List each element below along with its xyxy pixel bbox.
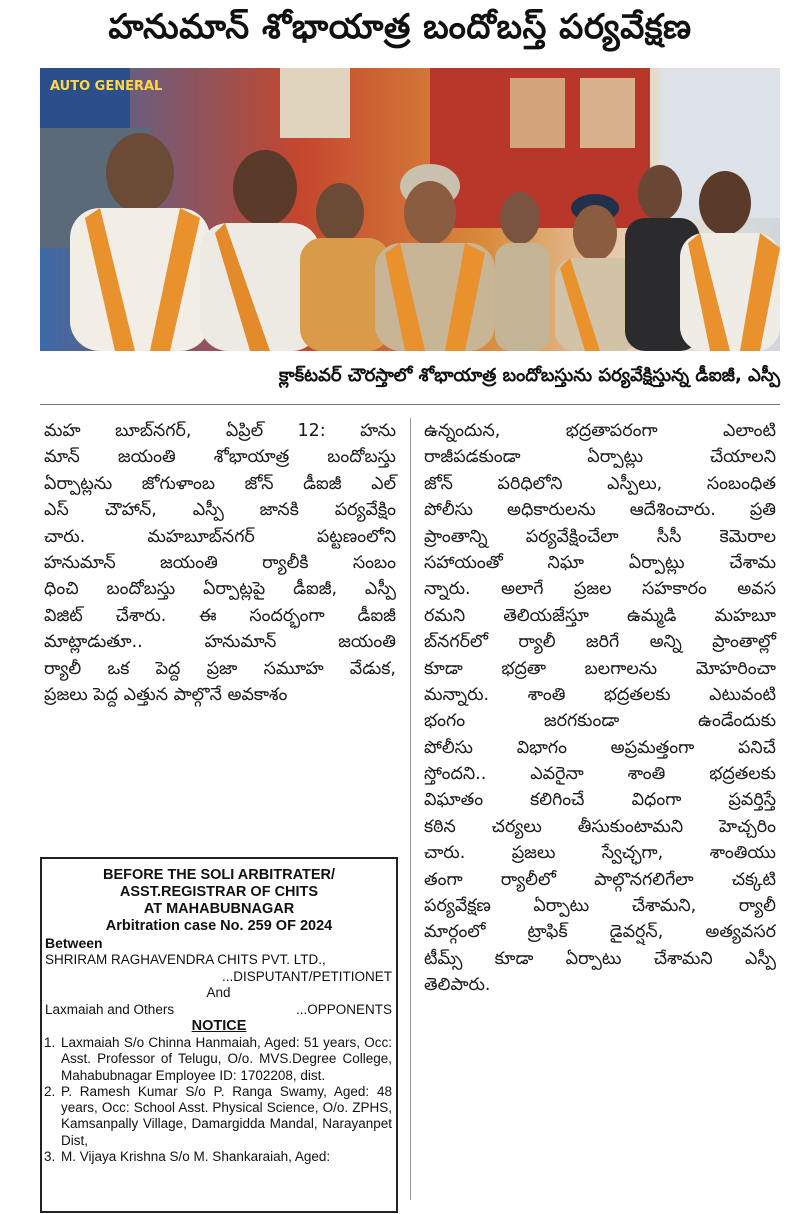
article-word: ఏర్పాట్లపై [202,579,266,600]
article-line [424,735,776,761]
article-word: జయంతి [338,632,396,653]
article-word: ప్రతి [749,500,776,521]
article-line [424,603,776,629]
headline: హనుమాన్ శోభాయాత్ర బందోబస్త్ పర్యవేక్షణ [108,7,692,47]
article-word: భంగం [424,711,466,732]
article-word: తెలియజేస్తూ [503,605,589,626]
article-word: పర్యవేక్షించేలా [525,526,619,547]
article-word: ర్యాలీ [44,658,82,679]
article-word: బందోబస్తు [106,579,176,600]
article-word: మన్నారు. [424,684,490,705]
article-word: చారు. [424,843,466,864]
article-word: జోగుళాంబ [141,473,216,494]
article-word: ఏర్పాట్లు [587,447,644,468]
article-word: ఉండేందుకు [698,711,776,732]
article-word: విజిట్ [44,605,83,626]
article-word: కెమెరాల [719,526,776,547]
article-column-right [424,418,776,999]
article-word: ఎవరైనా [530,764,584,785]
photo-illustration [40,68,780,351]
article-word: సీసీ [656,526,682,547]
article-word: ఎస్పీలు, [607,473,663,494]
article-word: కఠిన [424,816,456,837]
article-word: పర్యవేక్షిం [334,500,396,521]
article-word: పరిధిలోని [497,473,563,494]
article-line [424,497,776,523]
article-word: జోన్ [244,473,274,494]
article-word: ఎస్పీ [744,948,776,969]
article-word: ప్రజా [206,658,238,679]
article-word: శాంతి [627,764,666,785]
banner-text: AUTO GENERAL [50,79,163,94]
news-photo [40,68,780,351]
notice-case-number: Arbitration case No. 259 OF 2024 [105,918,333,934]
article-word: కూడా [494,948,534,969]
article-word: రమని [424,605,466,626]
article-word: రాజీపడకుండా [424,447,521,468]
article-word: ఆదేశించారు. [629,500,716,521]
notice-respondents: Laxmaiah and Others [45,1001,175,1017]
article-line [44,418,396,444]
article-word: చేశామ [729,552,776,573]
article-word: టీమ్స్ [424,948,463,969]
article-word: ఎస్పీ [364,579,396,600]
article-word: పోలీసు [424,737,473,758]
article-word: బందోబస్తు [327,447,396,468]
article-word: శాంతియు [709,843,776,864]
notice-petitioner: SHRIRAM RAGHAVENDRA CHITS PVT. LTD., [45,952,326,967]
article-word: చేశామని [653,948,713,969]
article-word: పోలీసు [424,500,473,521]
article-word: చర్యలు [491,816,542,837]
article-word: మోహరించా [695,658,776,679]
article-word: హను [360,421,396,441]
notice-title: NOTICE [191,1018,247,1034]
notice-heading-1: BEFORE THE SOLI ARBITRATER/ [103,867,335,883]
article-line [424,946,776,972]
article-word: ఈ [199,605,217,626]
article-word: ఒక [107,658,130,679]
article-word: హనుమాన్ [44,552,116,573]
article-line [424,629,776,655]
article-word: చేశామని, [631,896,697,917]
article-column-left [44,418,396,708]
article-word: విధంగా [631,790,682,811]
article-line [424,576,776,602]
article-line [424,471,776,497]
article-word: పెద్ద [155,658,181,679]
article-word: సంబంధిత [706,473,776,494]
article-word: సహకారం [641,579,707,600]
article-word: చౌహాన్, [104,500,157,521]
article-word: మార్గంలో [424,922,486,943]
article-word: సంబం [352,552,396,573]
notice-heading-3: AT MAHABUBNAGAR [143,901,295,917]
article-line [424,893,776,919]
article-word: అలాగే [500,579,544,600]
article-word: ఉమ్మడి [626,605,677,626]
article-word: శోభాయాత్ర [213,447,290,468]
article-word: ఎటువంటి [709,684,776,705]
article-word: బ్‌నగర్‌లో [424,632,488,653]
article-line [424,814,776,840]
article-word: బలగాలను [584,658,658,679]
caption-rule [40,404,780,405]
article-line [424,682,776,708]
article-word: భద్రతలకు [709,764,776,785]
article-word: ఏప్రిల్ [225,421,264,441]
article-word: కలిగించే [530,790,585,811]
article-word: ఎలాంటి [723,421,776,441]
article-line [424,919,776,945]
article-word: చేశారు. [115,605,167,626]
article-line [44,550,396,576]
article-word: డీఐజీ [303,473,342,494]
notice-respondents-row [42,1002,396,1019]
article-line [44,444,396,470]
article-word: సందర్భంగా [249,605,325,626]
column-divider [410,418,411,1200]
article-word: ప్రజల [573,579,612,600]
article-word: 12: [297,421,326,441]
article-word: మాన్ [44,447,80,468]
article-word: ధించి [44,579,79,600]
article-word: అన్ని [649,632,682,653]
article-word: ప్రజలు [511,843,556,864]
article-word: బూబ్‌నగర్, [115,421,192,441]
article-word: అధికారులను [506,500,596,521]
article-word: పర్యవేక్షణ [424,896,491,917]
notice-between: Between [45,935,103,951]
article-line [424,840,776,866]
article-word: పాల్గొనగలిగేలా [594,869,694,890]
article-word: మహ [44,421,81,441]
article-word: నిఘా [547,552,584,573]
article-word: చేయాలని [709,447,776,468]
article-word: డీఐజీ [357,605,396,626]
article-word: ర్యాలీ [518,632,556,653]
photo-caption: క్లాక్‌టవర్ చౌరస్తాలో శోభాయాత్ర బందోబస్తును పర్యవేక్షిస్తున్న డీఐజీ, ఎస్పీ [279,364,780,386]
notice-item: 2. P. Ramesh Kumar S/o P. Ranga Swamy, Aged: 48 years, Occ: School Asst. Physical Science, O/o. ZPHS, Kamsanpally Village, Damargidda Mandal, Narayanpet Dist, [59,1084,392,1149]
article-line [44,497,396,523]
article-line [44,471,396,497]
article-word: డైవర్షన్, [609,922,664,943]
notice-list [42,1035,396,1165]
article-word: భద్రతలకు [603,684,671,705]
notice-item: 1. Laxmaiah S/o Chinna Hanmaiah, Aged: 51 years, Occ: Asst. Professor of Telugu, O/o. MVS.Degree College, Mahabubnagar Employee ID: 1702208, dist. [59,1035,392,1084]
article-word: హనుమాన్ [204,632,277,653]
article-line [424,418,776,444]
article-word: న్నారు. [424,579,471,600]
article-word: మహబూ [714,605,776,626]
notice-item: 3. M. Vijaya Krishna S/o M. Shankaraiah, Aged: [59,1149,392,1165]
article-line [424,708,776,734]
article-line [44,629,396,655]
article-word: ఏర్పాటు [565,948,622,969]
article-word: పనిచే [737,737,776,758]
article-word: విభాగం [516,737,567,758]
article-word: ఎస్ [44,500,69,521]
legal-notice [40,857,398,1213]
article-word: సమూహ [263,658,324,679]
article-line [424,550,776,576]
article-word: ఏర్పాటు [533,896,590,917]
article-line [424,761,776,787]
article-line [44,656,396,682]
article-word: స్వేచ్ఛగా, [601,843,664,864]
article-line [424,787,776,813]
article-word: జయంతి [159,552,218,573]
article-word: ర్యాలీలో [500,869,556,890]
article-word: జరగకుండా [543,711,620,732]
article-word: ప్రవర్తిస్తే [728,790,776,811]
article-word: జరిగే [585,632,620,653]
article-word: ర్యాలీ [738,896,776,917]
article-word: భద్రతా [501,658,546,679]
notice-respondents-role: ...OPPONENTS [295,1001,392,1017]
article-word: సహాయంతో [424,552,503,573]
article-word: శాంతి [527,684,566,705]
article-word: మహబూబ్‌నగర్ [147,526,255,547]
notice-heading-2: ASST.REGISTRAR OF CHITS [119,884,319,900]
article-word: జానకి [259,500,299,521]
article-line [44,524,396,550]
article-word: ఎల్ [371,473,396,494]
article-word: ర్యాలీకి [262,552,309,573]
article-word: ఉన్నందున, [424,421,501,441]
article-word: డీఐజీ, [293,579,338,600]
notice-and: And [206,985,231,1000]
article-word: విఘాతం [424,790,484,811]
article-word: తీసుకుంటామని [577,816,684,837]
article-word: వేడుక, [349,658,396,679]
article-word: చారు. [44,526,86,547]
article-word: జయంతి [117,447,176,468]
article-word: అప్రమత్తంగా [610,737,695,758]
notice-petitioner-role: ...DISPUTANT/PETITIONET [221,968,392,984]
article-word: చక్కటి [731,869,776,890]
article-line [424,524,776,550]
article-word: ప్రాంతాన్ని [424,526,488,547]
article-word: అత్యవసర [705,922,776,943]
article-line: ప్రజలు పెద్ద ఎత్తున పాల్గొనే అవకాశం [44,684,288,705]
article-line: తెలిపారు. [424,975,491,996]
article-line [424,444,776,470]
article-word: స్తోందని.. [424,764,487,785]
article-word: ట్రాఫిక్ [527,922,568,943]
article-word: మాట్లాడుతూ.. [44,632,143,653]
article-line [44,603,396,629]
article-word: పట్టణంలోని [316,526,396,547]
article-word: అవస [737,579,776,600]
article-word: ఏర్పాట్లను [44,473,113,494]
article-word: ఏర్పాట్లు [628,552,685,573]
article-line [424,867,776,893]
article-line [424,656,776,682]
article-word: తంగా [424,869,463,890]
article-word: జోన్ [424,473,453,494]
article-word: హెచ్చరిం [719,816,776,837]
article-word: భద్రతాపరంగా [565,421,658,441]
article-line [44,576,396,602]
article-word: ప్రాంతాల్లో [712,632,776,653]
article-word: కూడా [424,658,463,679]
article-word: ఎస్పీ [192,500,224,521]
